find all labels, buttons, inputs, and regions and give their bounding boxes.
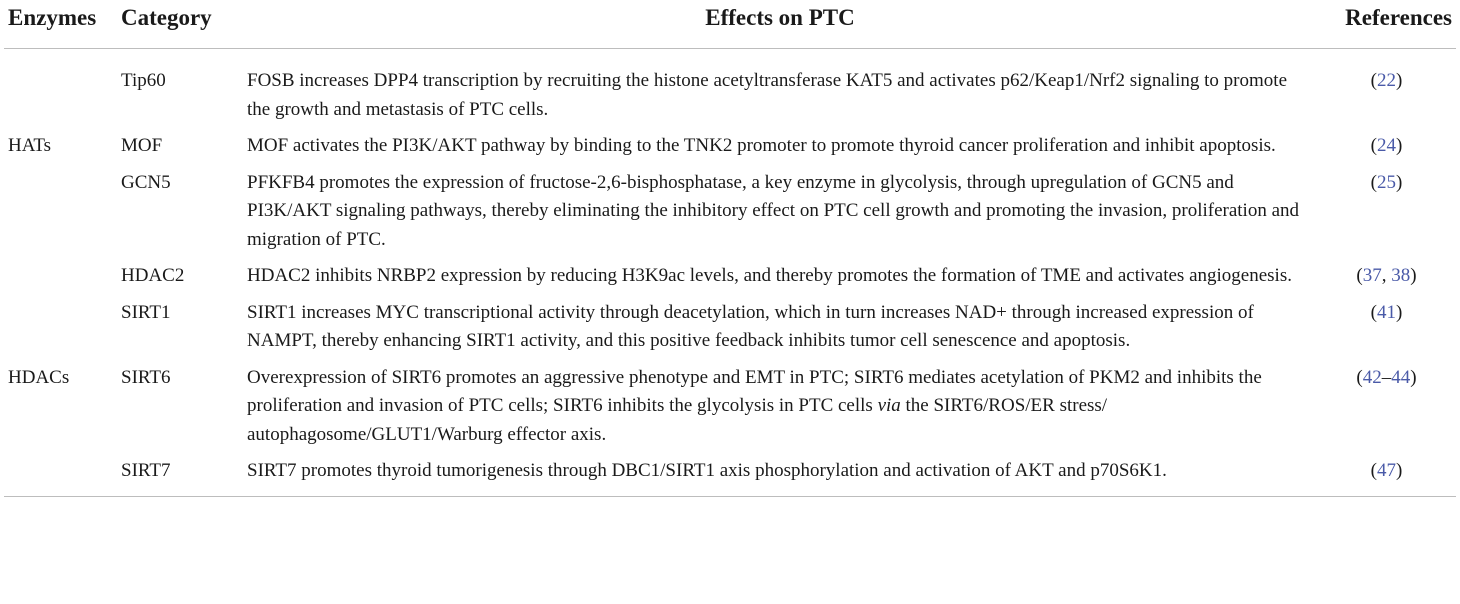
header-effects: Effects on PTC (239, 0, 1317, 49)
ref-open: ( (1370, 70, 1377, 91)
reference-cell (1317, 299, 1456, 364)
ref-open: ( (1370, 171, 1377, 193)
table-row (4, 364, 1456, 458)
ref-open: ( (1370, 301, 1377, 323)
header-references: References (1317, 0, 1456, 49)
reference-link[interactable]: 38 (1391, 265, 1411, 286)
reference-cell (1317, 262, 1456, 299)
enzyme-cell: HATs (8, 135, 52, 156)
reference-cell (1317, 457, 1456, 496)
ref-close: ) (1396, 460, 1403, 481)
ref-open: ( (1356, 265, 1363, 286)
effect-italic-text: via (877, 395, 901, 416)
reference-link[interactable]: 41 (1377, 301, 1396, 323)
ref-open: ( (1370, 460, 1377, 481)
enzyme-cell: HDACs (8, 366, 70, 388)
reference-cell (1317, 132, 1456, 169)
enzyme-cell (4, 169, 117, 263)
enzyme-cell (4, 299, 117, 364)
ref-close: ) (1396, 70, 1403, 91)
table-row (4, 132, 1456, 169)
reference-cell (1317, 49, 1456, 133)
ref-close: ) (1396, 171, 1403, 193)
table-row (4, 49, 1456, 133)
category-cell: MOF (121, 135, 163, 156)
effect-cell: MOF activates the PI3K/AKT pathway by binding to the TNK2 promoter to promote thyroid cancer proliferation and inhibit apoptosis. (247, 135, 1276, 156)
ref-close: ) (1410, 366, 1417, 388)
category-cell: Tip60 (121, 70, 166, 91)
reference-cell (1317, 364, 1456, 458)
ref-sep: , (1381, 265, 1392, 286)
table-row (4, 262, 1456, 299)
reference-link[interactable]: 47 (1377, 460, 1396, 481)
effect-cell: SIRT1 increases MYC transcriptional activity through deacetylation, which in turn increases NAD+ through increased expression of NAMPT, thereby enhancing SIRT1 activity, and this positive feedback inhibits tumor cell senescence and apoptosis. (247, 301, 1254, 351)
reference-link[interactable]: 42 (1362, 366, 1382, 388)
category-cell: SIRT7 (117, 457, 239, 496)
table-header-row (4, 0, 1456, 49)
ref-close: ) (1396, 135, 1403, 156)
ref-close: ) (1396, 301, 1403, 323)
category-cell: SIRT6 (121, 366, 171, 388)
effect-cell: PFKFB4 promotes the expression of fructose-2,6-bisphosphatase, a key enzyme in glycolysis, through upregulation of GCN5 and PI3K/AKT signaling pathways, thereby eliminating the inhibitory effect on PTC cell growth and promoting the invasion, proliferation and migration of PTC. (247, 171, 1300, 250)
ref-open: ( (1370, 135, 1377, 156)
effect-cell: SIRT7 promotes thyroid tumorigenesis through DBC1/SIRT1 axis phosphorylation and activation of AKT and p70S6K1. (239, 457, 1317, 496)
reference-link[interactable]: 24 (1377, 135, 1396, 156)
category-cell: SIRT1 (121, 301, 171, 323)
category-cell: GCN5 (121, 171, 171, 193)
enzyme-cell (4, 457, 117, 496)
effect-cell: HDAC2 inhibits NRBP2 expression by reducing H3K9ac levels, and thereby promotes the formation of TME and activates angiogenesis. (247, 265, 1292, 286)
reference-link[interactable]: 22 (1377, 70, 1396, 91)
ref-close: ) (1410, 265, 1417, 286)
table-row (4, 299, 1456, 364)
effect-cell (239, 364, 1317, 458)
ref-open: ( (1356, 366, 1363, 388)
reference-link[interactable]: 37 (1362, 265, 1382, 286)
effect-cell: FOSB increases DPP4 transcription by recruiting the histone acetyltransferase KAT5 and activates p62/Keap1/Nrf2 signaling to promote the growth and metastasis of PTC cells. (247, 70, 1287, 120)
reference-link[interactable]: 25 (1377, 171, 1396, 193)
header-category: Category (117, 0, 239, 49)
enzymes-table (4, 0, 1456, 497)
reference-cell (1317, 169, 1456, 263)
header-enzymes: Enzymes (4, 0, 117, 49)
effect-text: the SIRT6/ROS/ER stress/ autophagosome/GLUT1/Warburg effector axis. (247, 395, 1108, 445)
enzyme-cell (4, 49, 117, 133)
enzyme-cell (4, 262, 117, 299)
table-container (4, 0, 1456, 497)
table-row (4, 169, 1456, 263)
effect-text: Overexpression of SIRT6 promotes an aggressive phenotype and EMT in PTC; SIRT6 mediates acetylation of PKM2 and inhibits the proliferation and invasion of PTC cells; SIRT6 inhibits the glycolysis in PTC cells (247, 366, 1262, 416)
category-cell: HDAC2 (121, 265, 185, 286)
table-row (4, 457, 1456, 496)
reference-link[interactable]: 44 (1391, 366, 1411, 388)
ref-sep: – (1381, 366, 1392, 388)
